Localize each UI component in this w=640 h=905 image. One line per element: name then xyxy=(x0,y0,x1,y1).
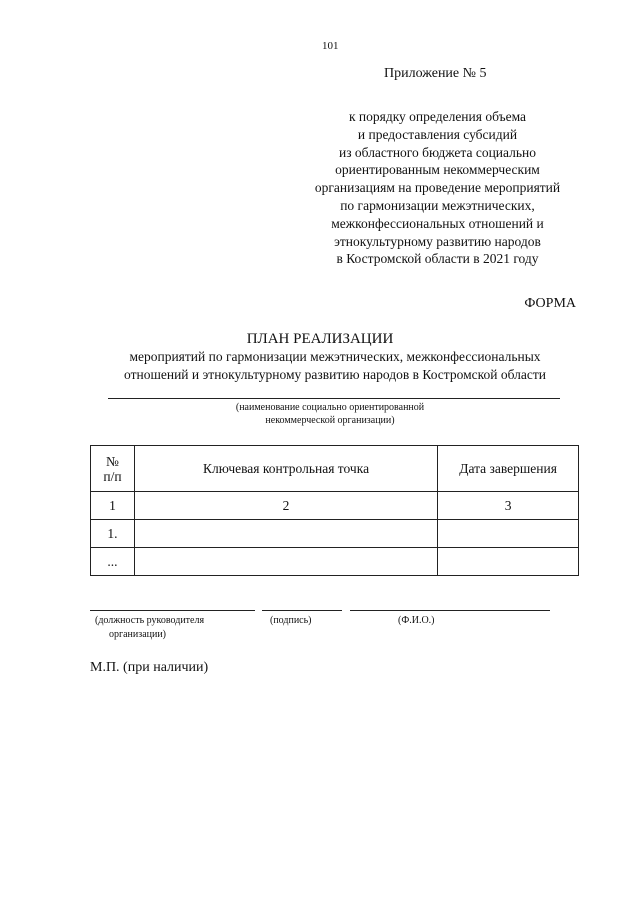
position-caption xyxy=(95,614,204,642)
table-cell-checkpoint[interactable] xyxy=(134,548,437,576)
organization-name-line[interactable] xyxy=(108,398,560,399)
org-caption-line: некоммерческой организации) xyxy=(265,415,395,426)
table-row xyxy=(91,548,579,576)
org-caption-line: (наименование социально ориентированной xyxy=(235,402,425,413)
table-row xyxy=(91,520,579,548)
table-cell-number: 1. xyxy=(91,520,135,548)
column-number: 3 xyxy=(438,492,579,520)
column-number: 2 xyxy=(134,492,437,520)
header-checkpoint: Ключевая контрольная точка xyxy=(134,446,437,492)
page-number: 101 xyxy=(322,40,339,52)
appendix-line: этнокультурному развитию народов xyxy=(334,233,541,249)
position-signature-line[interactable] xyxy=(90,610,255,611)
appendix-title: Приложение № 5 xyxy=(384,66,487,81)
appendix-line: к порядку определения объема xyxy=(348,109,527,124)
appendix-line: из областного бюджета социально xyxy=(338,144,536,160)
table-cell-checkpoint[interactable] xyxy=(134,520,437,548)
table-cell-number: ... xyxy=(91,548,135,576)
form-label: ФОРМА xyxy=(524,296,576,311)
plan-subtitle-line: отношений и этнокультурному развитию народов в Костромской области xyxy=(124,367,546,382)
table-cell-date[interactable] xyxy=(438,520,579,548)
appendix-line: организациям на проведение мероприятий xyxy=(314,180,561,196)
position-caption-line: организации) xyxy=(109,629,167,640)
appendix-description xyxy=(295,108,580,268)
appendix-line: межконфессиональных отношений и xyxy=(331,215,544,231)
sign-line[interactable] xyxy=(262,610,342,611)
fio-caption: (Ф.И.О.) xyxy=(398,615,435,626)
organization-caption xyxy=(200,401,460,427)
table-cell-date[interactable] xyxy=(438,548,579,576)
table-header-row xyxy=(91,446,579,492)
header-date: Дата завершения xyxy=(438,446,579,492)
appendix-line: в Костромской области в 2021 году xyxy=(336,251,539,267)
position-caption-line: (должность руководителя xyxy=(95,615,205,626)
plan-table xyxy=(90,445,579,576)
appendix-line: и предоставления субсидий xyxy=(357,126,518,142)
header-number-line1: № xyxy=(106,453,119,469)
fio-line[interactable] xyxy=(350,610,550,611)
header-number-line2: п/п xyxy=(103,468,122,484)
sign-caption: (подпись) xyxy=(270,615,312,626)
stamp-placeholder: М.П. (при наличии) xyxy=(90,660,209,675)
plan-subtitle xyxy=(90,348,580,384)
plan-title: ПЛАН РЕАЛИЗАЦИИ xyxy=(246,331,394,347)
column-number: 1 xyxy=(91,492,135,520)
appendix-line: ориентированным некоммерческим xyxy=(335,162,540,178)
plan-subtitle-line: мероприятий по гармонизации межэтнических, межконфессиональных xyxy=(129,349,541,364)
header-number xyxy=(91,446,135,492)
table-column-numbers-row xyxy=(91,492,579,520)
appendix-line: по гармонизации межэтнических, xyxy=(340,197,535,213)
